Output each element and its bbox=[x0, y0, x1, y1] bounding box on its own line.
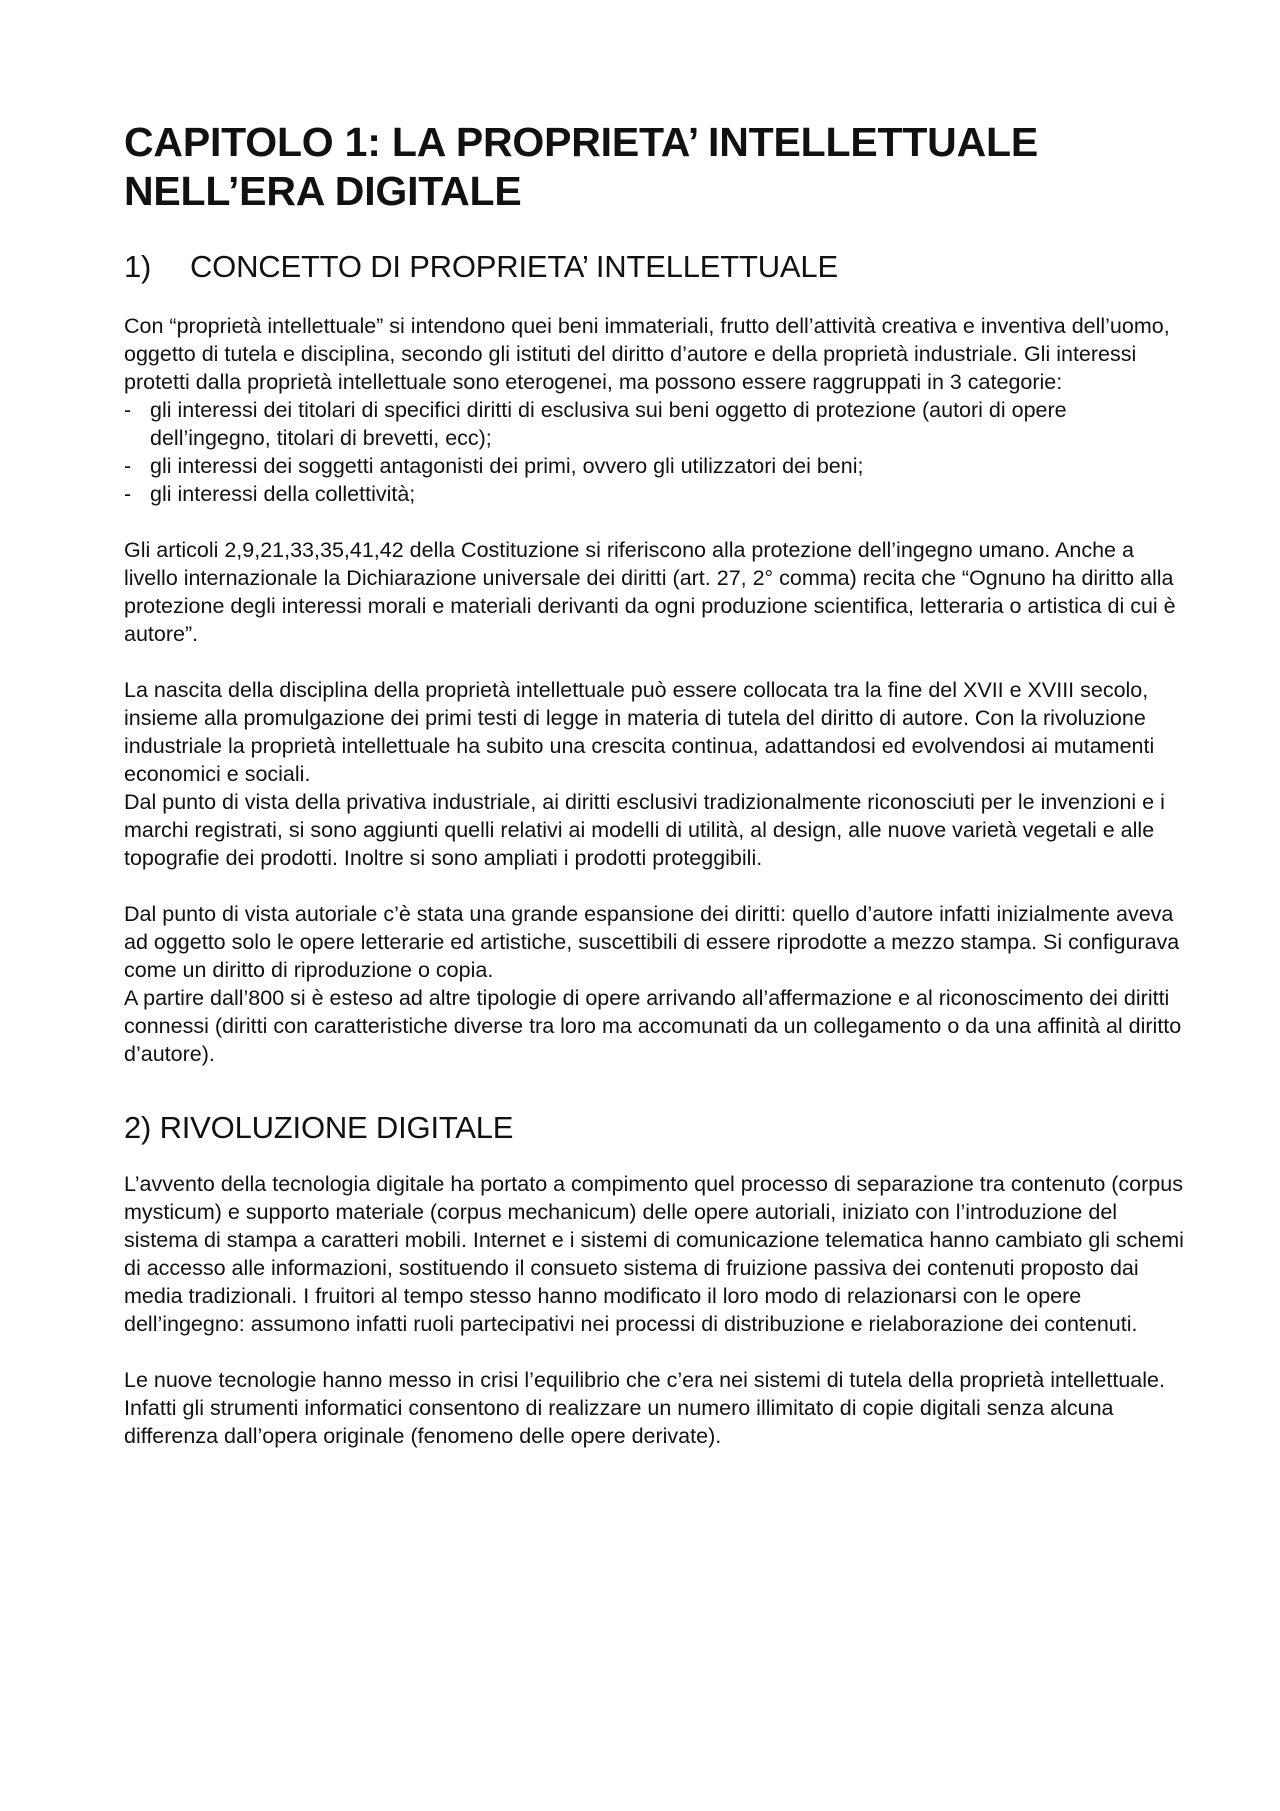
section-1-number: 1) bbox=[124, 249, 152, 284]
list-item bbox=[124, 396, 1184, 452]
chapter-title-line-2: NELL’ERA DIGITALE bbox=[124, 168, 522, 214]
section-1-intro-paragraph: Con “proprietà intellettuale” si intendono quei beni immateriali, frutto dell’attività creativa e inventiva dell’uomo, oggetto di tutela e disciplina, secondo gli istituti del diritto d’autore e della proprietà industriale. Gli interessi protetti dalla proprietà intellettuale sono eterogenei, ma possono essere raggruppati in 3 categorie: bbox=[124, 314, 1170, 394]
list-item-text: gli interessi della collettività; bbox=[150, 482, 416, 506]
section-2-heading: 2) RIVOLUZIONE DIGITALE bbox=[124, 1110, 514, 1145]
list-item bbox=[124, 480, 1184, 508]
new-technologies-paragraph: Le nuove tecnologie hanno messo in crisi l’equilibrio che c’era nei sistemi di tutela della proprietà intellettuale. Infatti gli strumenti informatici consentono di realizzare un numero illimitato di copie digitali senza alcuna differenza dall’opera originale (fenomeno delle opere derivate). bbox=[124, 1368, 1165, 1448]
list-dash-marker: - bbox=[124, 454, 132, 478]
list-item-text: gli interessi dei soggetti antagonisti dei primi, ovvero gli utilizzatori dei beni; bbox=[150, 454, 864, 478]
list-item bbox=[124, 452, 1184, 480]
list-dash-marker: - bbox=[124, 482, 132, 506]
document-page bbox=[124, 118, 1184, 1450]
list-dash-marker: - bbox=[124, 398, 132, 422]
digital-revolution-paragraph: L’avvento della tecnologia digitale ha portato a compimento quel processo di separazione tra contenuto (corpus mysticum) e supporto materiale (corpus mechanicum) delle opere autoriali, iniziato con l’introduzione del sistema di stampa a caratteri mobili. Internet e i sistemi di comunicazione telematica hanno cambiato gli schemi di accesso alle informazioni, sostituendo il consueto sistema di fruizione passiva dei contenuti proposto dai media tradizionali. I fruitori al tempo stesso hanno modificato il loro modo di relazionarsi con le opere dell’ingegno: assumono infatti ruoli partecipativi nei processi di distribuzione e rielaborazione dei contenuti. bbox=[124, 1172, 1184, 1336]
industrial-rights-paragraph: Dal punto di vista della privativa industriale, ai diritti esclusivi tradizionalmente riconosciuti per le invenzioni e i marchi registrati, si sono aggiunti quelli relativi ai modelli di utilità, al design, alle nuove varietà vegetali e alle topografie dei prodotti. Inoltre si sono ampliati i prodotti proteggibili. bbox=[124, 790, 1165, 870]
history-paragraph: La nascita della disciplina della proprietà intellettuale può essere collocata tra la fine del XVII e XVIII secolo, insieme alla promulgazione dei primi testi di legge in materia di tutela del diritto di autore. Con la rivoluzione industriale la proprietà intellettuale ha subito una crescita continua, adattandosi ed evolvendosi ai mutamenti economici e sociali. bbox=[124, 678, 1155, 786]
section-2-body bbox=[124, 1170, 1184, 1450]
section-1-body bbox=[124, 312, 1184, 1068]
constitution-paragraph: Gli articoli 2,9,21,33,35,41,42 della Costituzione si riferiscono alla protezione dell’ingegno umano. Anche a livello internazionale la Dichiarazione universale dei diritti (art. 27, 2° comma) recita che “Ognuno ha diritto alla protezione degli interessi morali e materiali derivanti da ogni produzione scientifica, letteraria o artistica di cui è autore”. bbox=[124, 538, 1176, 646]
section-1-heading bbox=[124, 249, 1184, 285]
list-item-text: gli interessi dei titolari di specifici diritti di esclusiva sui beni oggetto di protezione (autori di opere dell’ingegno, titolari di brevetti, ecc); bbox=[150, 398, 1067, 450]
authorial-rights-paragraph: Dal punto di vista autoriale c’è stata una grande espansione dei diritti: quello d’autore infatti inizialmente aveva ad oggetto solo le opere letterarie ed artistiche, suscettibili di essere riprodotte a mezzo stampa. Si configurava come un diritto di riproduzione o copia. bbox=[124, 902, 1180, 982]
chapter-title-line-1: CAPITOLO 1: LA PROPRIETA’ INTELLETTUALE bbox=[124, 119, 1038, 165]
interest-category-list bbox=[124, 396, 1184, 508]
related-rights-paragraph: A partire dall’800 si è esteso ad altre tipologie di opere arrivando all’affermazione e al riconoscimento dei diritti connessi (diritti con caratteristiche diverse tra loro ma accomunati da un collegamento o da una affinità al diritto d’autore). bbox=[124, 986, 1182, 1066]
chapter-title bbox=[124, 118, 1184, 216]
section-1-title: CONCETTO DI PROPRIETA’ INTELLETTUALE bbox=[190, 249, 838, 284]
